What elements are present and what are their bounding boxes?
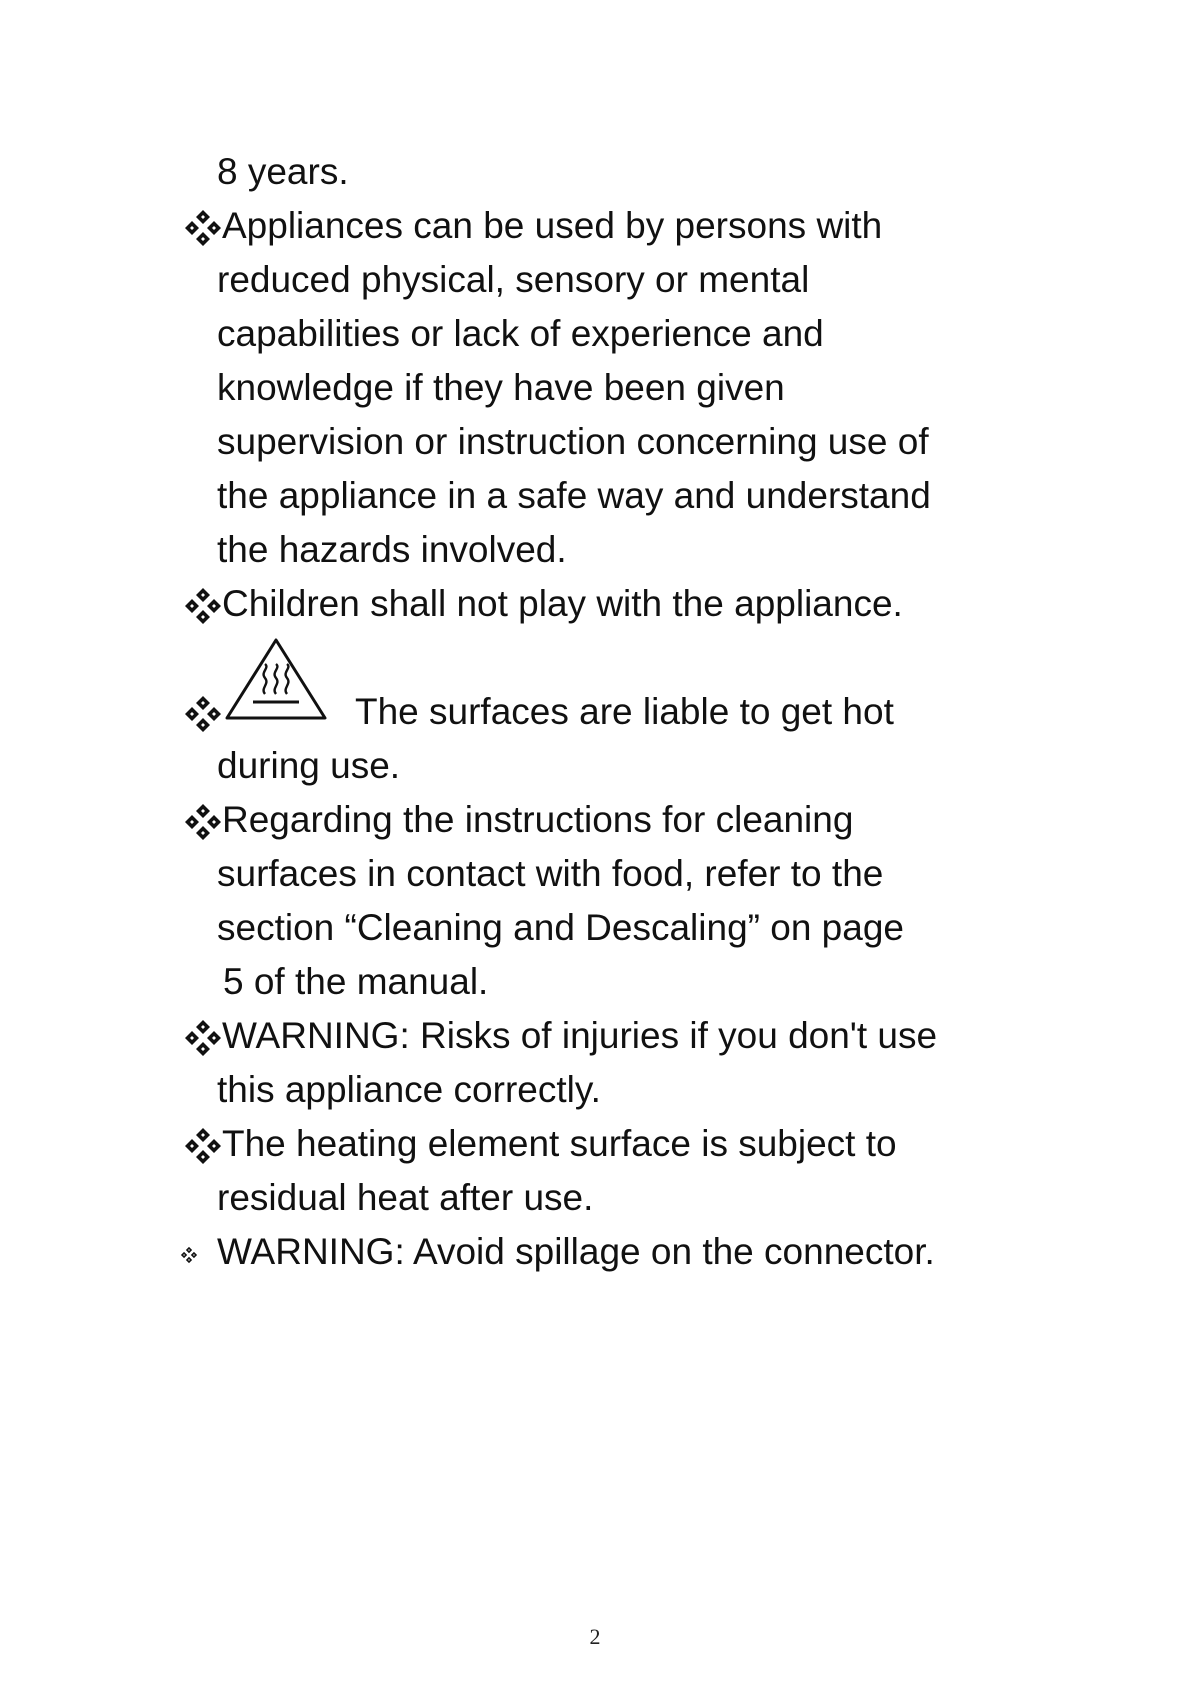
text-line: The heating element surface is subject to bbox=[222, 1123, 897, 1164]
text-line: knowledge if they have been given bbox=[217, 367, 785, 408]
text-line: surfaces in contact with food, refer to the bbox=[217, 853, 884, 894]
text-line: Children shall not play with the appliance. bbox=[222, 583, 903, 624]
bullet-icon bbox=[183, 1018, 223, 1058]
text-line: section “Cleaning and Descaling” on page bbox=[217, 907, 904, 948]
text-line: the appliance in a safe way and understand bbox=[217, 475, 931, 516]
bullet-icon bbox=[183, 586, 223, 626]
bullet-icon bbox=[180, 1246, 198, 1264]
text-line: Appliances can be used by persons with bbox=[222, 205, 883, 246]
text-line: The surfaces are liable to get hot bbox=[355, 691, 894, 732]
bullet-icon bbox=[183, 694, 223, 734]
text-line: reduced physical, sensory or mental bbox=[217, 259, 810, 300]
text-line: WARNING: Risks of injuries if you don't use bbox=[222, 1015, 938, 1056]
text-line: this appliance correctly. bbox=[217, 1069, 601, 1110]
text-line: capabilities or lack of experience and bbox=[217, 313, 824, 354]
page-number: 2 bbox=[589, 1624, 601, 1649]
bullet-icon bbox=[183, 1126, 223, 1166]
bullet-icon bbox=[183, 802, 223, 842]
text-line: supervision or instruction concerning use of bbox=[217, 421, 929, 462]
text-line: residual heat after use. bbox=[217, 1177, 594, 1218]
text-line: WARNING: Avoid spillage on the connector. bbox=[217, 1231, 935, 1272]
text-line: 5 of the manual. bbox=[223, 961, 489, 1002]
text-line: 8 years. bbox=[217, 151, 349, 192]
hot-surface-warning-icon bbox=[223, 636, 329, 724]
bullet-icon bbox=[183, 208, 223, 248]
text-line: Regarding the instructions for cleaning bbox=[222, 799, 854, 840]
text-line: during use. bbox=[217, 745, 401, 786]
text-line: the hazards involved. bbox=[217, 529, 567, 570]
